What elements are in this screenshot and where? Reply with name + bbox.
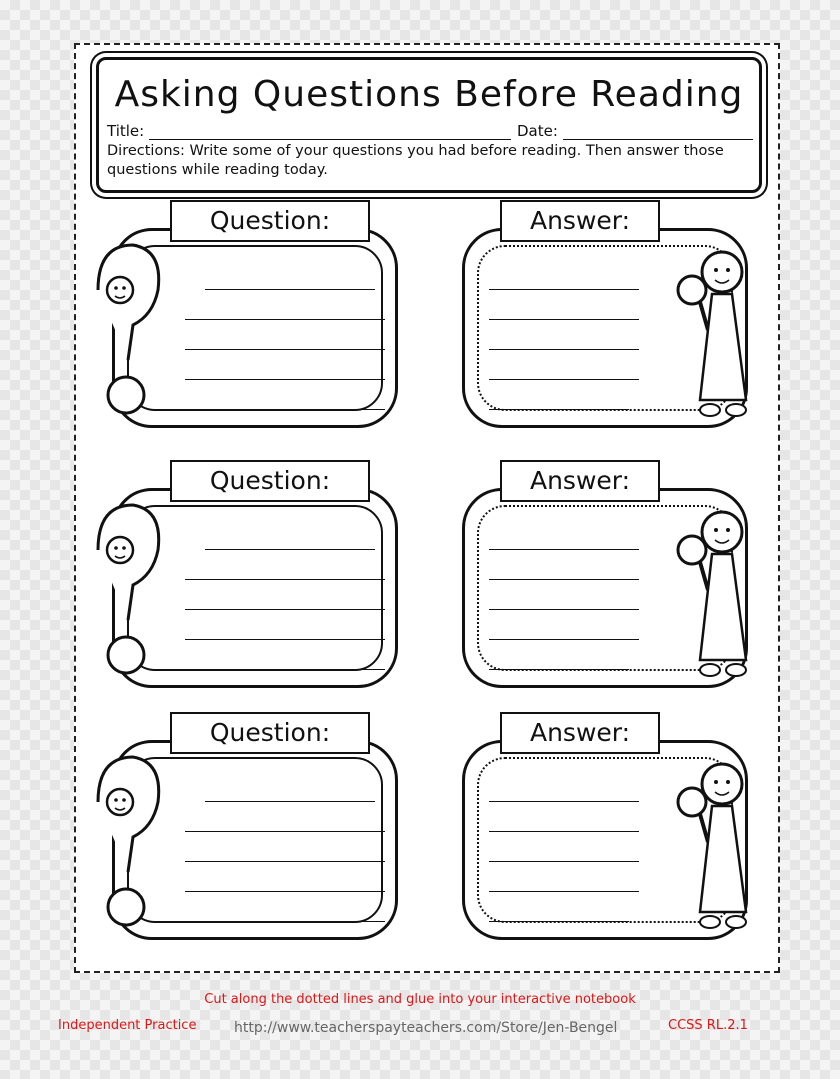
question-writing-line[interactable] xyxy=(185,609,385,610)
question-writing-line[interactable] xyxy=(185,319,385,320)
title-blank xyxy=(149,125,511,140)
detective-girl-icon xyxy=(670,230,760,430)
answer-writing-line[interactable] xyxy=(489,861,639,862)
answer-writing-line[interactable] xyxy=(489,609,639,610)
answer-writing-line[interactable] xyxy=(489,891,639,892)
detective-girl-icon xyxy=(670,490,760,690)
cut-instruction: Cut along the dotted lines and glue into your interactive notebook xyxy=(204,992,636,1007)
question-writing-line[interactable] xyxy=(185,379,385,380)
answer-card-1 xyxy=(440,200,760,440)
question-writing-line[interactable] xyxy=(185,579,385,580)
answer-writing-line[interactable] xyxy=(489,319,639,320)
answer-writing-line[interactable] xyxy=(489,349,639,350)
detective-girl-icon xyxy=(670,742,760,942)
question-writing-line[interactable] xyxy=(185,831,385,832)
answer-card-3 xyxy=(440,712,760,952)
question-card-1 xyxy=(90,200,410,440)
title-label: Title: xyxy=(107,122,145,140)
answer-writing-line[interactable] xyxy=(489,379,639,380)
answer-writing-line[interactable] xyxy=(489,579,639,580)
question-writing-line[interactable] xyxy=(185,891,385,892)
answer-writing-line[interactable] xyxy=(489,289,639,290)
question-mark-kid-icon xyxy=(78,230,168,430)
question-writing-line[interactable] xyxy=(185,921,385,922)
question-card-2 xyxy=(90,460,410,700)
page-title: Asking Questions Before Reading xyxy=(114,74,744,115)
date-label: Date: xyxy=(517,122,558,140)
question-card-3 xyxy=(90,712,410,952)
standard-label: CCSS RL.2.1 xyxy=(668,1018,748,1033)
store-url: http://www.teacherspayteachers.com/Store/Jen-Bengel xyxy=(234,1020,618,1036)
answer-writing-line[interactable] xyxy=(489,669,629,670)
answer-writing-line[interactable] xyxy=(489,921,629,922)
worksheet-header xyxy=(96,57,762,193)
answer-writing-line[interactable] xyxy=(489,831,639,832)
date-blank xyxy=(563,125,753,140)
question-writing-line[interactable] xyxy=(185,669,385,670)
answer-card-2 xyxy=(440,460,760,700)
date-field xyxy=(517,122,753,140)
question-banner: Question: xyxy=(170,200,370,242)
question-banner: Question: xyxy=(170,712,370,754)
answer-writing-line[interactable] xyxy=(489,639,639,640)
question-writing-line[interactable] xyxy=(205,801,375,802)
answer-writing-line[interactable] xyxy=(489,549,639,550)
practice-label: Independent Practice xyxy=(58,1018,197,1033)
question-writing-line[interactable] xyxy=(185,349,385,350)
answer-banner: Answer: xyxy=(500,712,660,754)
question-writing-line[interactable] xyxy=(185,409,385,410)
question-writing-line[interactable] xyxy=(185,861,385,862)
question-writing-line[interactable] xyxy=(205,289,375,290)
answer-writing-line[interactable] xyxy=(489,409,629,410)
answer-banner: Answer: xyxy=(500,200,660,242)
answer-banner: Answer: xyxy=(500,460,660,502)
answer-writing-line[interactable] xyxy=(489,801,639,802)
question-banner: Question: xyxy=(170,460,370,502)
question-writing-line[interactable] xyxy=(205,549,375,550)
directions-text: Directions: Write some of your questions you had before reading. Then answer those questions while reading today. xyxy=(107,143,724,178)
question-writing-line[interactable] xyxy=(185,639,385,640)
title-field xyxy=(107,122,511,140)
question-mark-kid-icon xyxy=(78,742,168,942)
question-mark-kid-icon xyxy=(78,490,168,690)
